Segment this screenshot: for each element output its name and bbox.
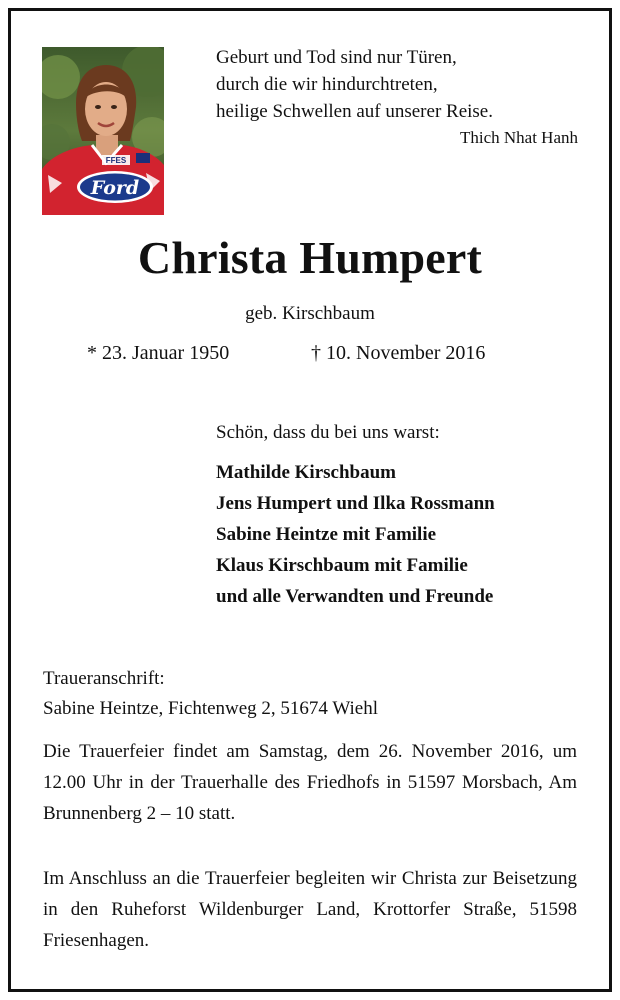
portrait-image <box>42 47 164 215</box>
quote-block <box>216 44 578 150</box>
jersey-badge: FFES <box>105 156 127 165</box>
death-date: † 10. November 2016 <box>311 342 486 364</box>
quote-line: heilige Schwellen auf unserer Reise. <box>216 101 493 122</box>
address-label: Traueranschrift: <box>43 668 165 689</box>
family-member: Klaus Kirschbaum mit Familie <box>216 555 468 576</box>
deceased-name: Christa Humpert <box>137 232 483 283</box>
burial-info-paragraph: Im Anschluss an die Trauerfeier begleiten wir Christa zur Beisetzung in den Ruheforst Wildenburger Land, Krottorfer Straße, 51598 Friesenhagen. <box>43 868 577 951</box>
address-value: Sabine Heintze, Fichtenweg 2, 51674 Wiehl <box>43 698 379 719</box>
maiden-name: geb. Kirschbaum <box>245 303 375 324</box>
family-member: Mathilde Kirschbaum <box>216 462 396 483</box>
family-intro: Schön, dass du bei uns warst: <box>216 422 440 443</box>
quote-line: durch die wir hindurchtreten, <box>216 74 438 95</box>
family-block <box>216 418 596 612</box>
jersey-logo: Ford <box>90 177 140 199</box>
family-member: Jens Humpert und Ilka Rossmann <box>216 493 495 514</box>
quote-line: Geburt und Tod sind nur Türen, <box>216 47 457 68</box>
funeral-info-paragraph: Die Trauerfeier findet am Samstag, dem 26. November 2016, um 12.00 Uhr in der Trauerhalle des Friedhofs in 51597 Morsbach, Am Brunnenberg 2 – 10 statt. <box>43 741 577 824</box>
quote-author: Thich Nhat Hanh <box>459 128 578 147</box>
family-member: Sabine Heintze mit Familie <box>216 524 437 545</box>
birth-date: * 23. Januar 1950 <box>87 342 230 364</box>
family-member: und alle Verwandten und Freunde <box>216 586 494 607</box>
mourning-address <box>43 664 583 724</box>
portrait-photo <box>42 47 164 215</box>
